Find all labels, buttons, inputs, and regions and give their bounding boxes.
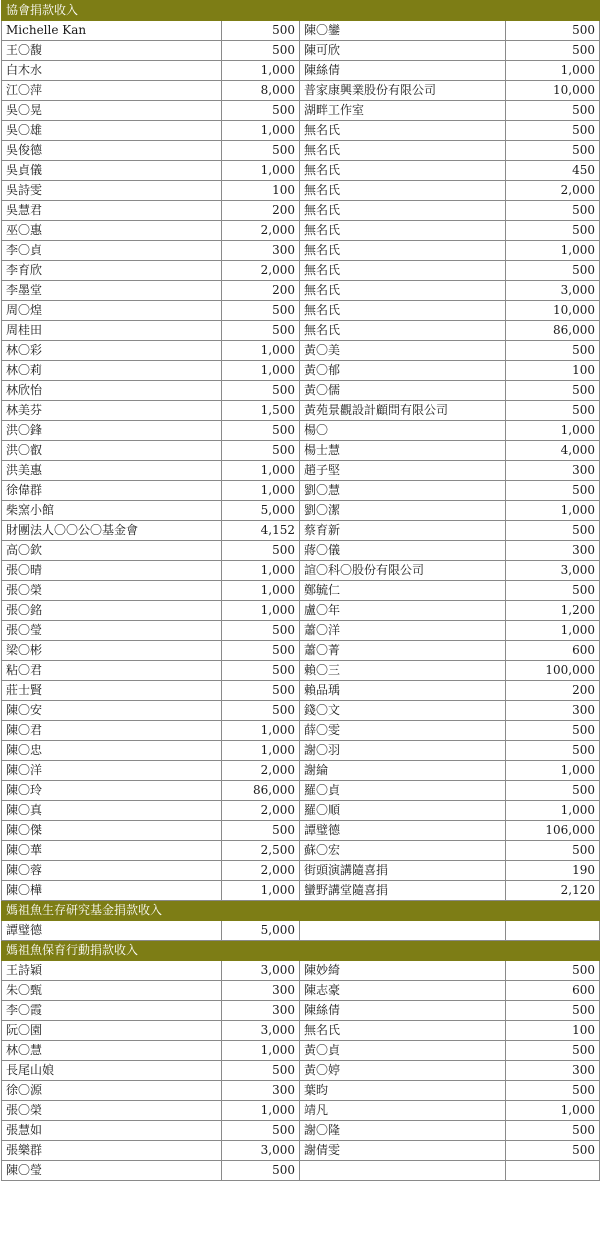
donor-name-right: 蔡育新	[300, 521, 506, 541]
donor-name-left: 王〇馥	[2, 41, 222, 61]
amount-right: 500	[506, 121, 600, 141]
donor-name-left: 李墨堂	[2, 281, 222, 301]
amount-right: 500	[506, 1081, 600, 1101]
donor-row	[2, 21, 600, 41]
donor-name-left: 陳〇忠	[2, 741, 222, 761]
donor-name-right: 薛〇雯	[300, 721, 506, 741]
donor-name-left: 林美芬	[2, 401, 222, 421]
amount-left: 1,000	[222, 881, 300, 901]
donor-name-left: 李〇貞	[2, 241, 222, 261]
donor-name-left: 長尾山娘	[2, 1061, 222, 1081]
donor-name-right: 劉〇慧	[300, 481, 506, 501]
donor-name-left: 陳〇傑	[2, 821, 222, 841]
amount-left: 500	[222, 1061, 300, 1081]
donor-row	[2, 141, 600, 161]
donor-row	[2, 961, 600, 981]
donor-row	[2, 361, 600, 381]
amount-right: 500	[506, 521, 600, 541]
donor-row	[2, 381, 600, 401]
donor-row	[2, 641, 600, 661]
amount-left: 500	[222, 661, 300, 681]
donor-name-left: 張慧如	[2, 1121, 222, 1141]
donor-name-right	[300, 921, 506, 941]
donor-name-right: 陳絲倩	[300, 61, 506, 81]
donor-name-right: 賴品瑀	[300, 681, 506, 701]
amount-left: 200	[222, 201, 300, 221]
donor-name-right: 陳〇鑾	[300, 21, 506, 41]
donor-name-right: 謝倩雯	[300, 1141, 506, 1161]
amount-right: 1,200	[506, 601, 600, 621]
amount-right: 450	[506, 161, 600, 181]
amount-right: 500	[506, 781, 600, 801]
amount-right: 86,000	[506, 321, 600, 341]
amount-left: 2,000	[222, 761, 300, 781]
donor-name-left: 高〇欽	[2, 541, 222, 561]
donor-row	[2, 761, 600, 781]
donor-name-right: 譚璧德	[300, 821, 506, 841]
amount-right: 1,000	[506, 61, 600, 81]
amount-right: 500	[506, 221, 600, 241]
amount-left: 1,000	[222, 561, 300, 581]
donor-name-right: 黃苑景觀設計顧問有限公司	[300, 401, 506, 421]
donor-name-right: 靖凡	[300, 1101, 506, 1121]
donor-name-left: 周〇煌	[2, 301, 222, 321]
donor-name-left: 張〇晴	[2, 561, 222, 581]
donor-name-left: 洪〇鋒	[2, 421, 222, 441]
donor-name-left: 李育欣	[2, 261, 222, 281]
donor-name-right: 街頭演講隨喜捐	[300, 861, 506, 881]
amount-left: 300	[222, 1081, 300, 1101]
amount-left: 500	[222, 1161, 300, 1181]
donor-row	[2, 241, 600, 261]
donor-row	[2, 481, 600, 501]
donor-name-right: 無名氏	[300, 241, 506, 261]
donor-name-right: 陳志豪	[300, 981, 506, 1001]
donor-name-left: 張〇榮	[2, 1101, 222, 1121]
section-header-row	[2, 941, 600, 961]
section-title: 媽祖魚保育行動捐款收入	[2, 941, 600, 961]
donor-name-right: 葉昀	[300, 1081, 506, 1101]
donor-row	[2, 881, 600, 901]
donor-name-left: 吳慧君	[2, 201, 222, 221]
amount-left: 1,000	[222, 481, 300, 501]
donor-name-right	[300, 1161, 506, 1181]
donor-name-left: 朱〇甄	[2, 981, 222, 1001]
amount-left: 1,000	[222, 121, 300, 141]
amount-right: 1,000	[506, 801, 600, 821]
donor-name-right: 錢〇文	[300, 701, 506, 721]
amount-left: 2,500	[222, 841, 300, 861]
amount-left: 100	[222, 181, 300, 201]
donor-name-right: 蘇〇宏	[300, 841, 506, 861]
amount-right: 500	[506, 341, 600, 361]
donor-name-right: 無名氏	[300, 321, 506, 341]
amount-right	[506, 921, 600, 941]
donor-row	[2, 261, 600, 281]
amount-left: 4,152	[222, 521, 300, 541]
donor-name-right: 無名氏	[300, 181, 506, 201]
donor-name-right: 無名氏	[300, 301, 506, 321]
donor-row	[2, 721, 600, 741]
amount-right: 500	[506, 261, 600, 281]
donor-name-left: 張樂群	[2, 1141, 222, 1161]
donor-row	[2, 181, 600, 201]
amount-right: 500	[506, 101, 600, 121]
amount-left: 1,000	[222, 581, 300, 601]
amount-left: 500	[222, 21, 300, 41]
amount-left: 3,000	[222, 961, 300, 981]
donor-name-left: 周桂田	[2, 321, 222, 341]
amount-right: 500	[506, 141, 600, 161]
donor-name-left: 陳〇蓉	[2, 861, 222, 881]
donor-name-right: 謝綸	[300, 761, 506, 781]
amount-left: 2,000	[222, 861, 300, 881]
amount-right: 300	[506, 541, 600, 561]
donor-name-left: 林欣怡	[2, 381, 222, 401]
amount-right: 300	[506, 701, 600, 721]
amount-left: 300	[222, 1001, 300, 1021]
donor-name-left: Michelle Kan	[2, 21, 222, 41]
donor-name-left: 梁〇彬	[2, 641, 222, 661]
amount-right: 300	[506, 1061, 600, 1081]
amount-left: 2,000	[222, 801, 300, 821]
donor-row	[2, 521, 600, 541]
donor-row	[2, 981, 600, 1001]
donor-name-right: 蕭〇洋	[300, 621, 506, 641]
amount-left: 300	[222, 241, 300, 261]
amount-right: 300	[506, 461, 600, 481]
donor-row	[2, 701, 600, 721]
donor-name-left: 吳〇晃	[2, 101, 222, 121]
donor-name-left: 林〇彩	[2, 341, 222, 361]
donor-name-right: 趙子堅	[300, 461, 506, 481]
donor-row	[2, 621, 600, 641]
donor-row	[2, 341, 600, 361]
amount-left: 500	[222, 441, 300, 461]
amount-left: 86,000	[222, 781, 300, 801]
donor-name-left: 柴窯小館	[2, 501, 222, 521]
amount-right: 4,000	[506, 441, 600, 461]
donor-row	[2, 581, 600, 601]
donor-name-left: 阮〇園	[2, 1021, 222, 1041]
donor-name-left: 陳〇君	[2, 721, 222, 741]
amount-right: 1,000	[506, 421, 600, 441]
section-header-row	[2, 901, 600, 921]
amount-left: 5,000	[222, 921, 300, 941]
amount-left: 500	[222, 1121, 300, 1141]
amount-right: 1,000	[506, 241, 600, 261]
donor-name-left: 莊士賢	[2, 681, 222, 701]
donor-name-right: 羅〇順	[300, 801, 506, 821]
amount-right: 10,000	[506, 81, 600, 101]
donor-name-left: 江〇萍	[2, 81, 222, 101]
donor-row	[2, 1121, 600, 1141]
amount-left: 1,000	[222, 1041, 300, 1061]
amount-left: 1,000	[222, 1101, 300, 1121]
donor-name-left: 吳〇雄	[2, 121, 222, 141]
amount-right: 500	[506, 41, 600, 61]
donor-row	[2, 1061, 600, 1081]
donor-row	[2, 1101, 600, 1121]
amount-left: 500	[222, 41, 300, 61]
donor-name-right: 無名氏	[300, 261, 506, 281]
donor-name-left: 王詩穎	[2, 961, 222, 981]
amount-left: 500	[222, 541, 300, 561]
donor-row	[2, 1001, 600, 1021]
amount-left: 1,000	[222, 601, 300, 621]
donor-name-right: 鄭毓仁	[300, 581, 506, 601]
amount-left: 500	[222, 381, 300, 401]
donor-row	[2, 841, 600, 861]
donor-row	[2, 41, 600, 61]
donor-row	[2, 281, 600, 301]
donor-name-right: 普家康興業股份有限公司	[300, 81, 506, 101]
donor-name-left: 陳〇華	[2, 841, 222, 861]
donor-name-right: 黃〇貞	[300, 1041, 506, 1061]
amount-right: 500	[506, 21, 600, 41]
donor-name-left: 陳〇樺	[2, 881, 222, 901]
amount-right: 500	[506, 1121, 600, 1141]
donor-name-right: 陳妙綺	[300, 961, 506, 981]
donor-name-right: 諠〇科〇股份有限公司	[300, 561, 506, 581]
donor-name-right: 黃〇郁	[300, 361, 506, 381]
donor-name-right: 賴〇三	[300, 661, 506, 681]
donor-row	[2, 1081, 600, 1101]
donor-name-left: 吳貞儀	[2, 161, 222, 181]
amount-right: 10,000	[506, 301, 600, 321]
donor-name-right: 蕭〇菁	[300, 641, 506, 661]
amount-right: 100,000	[506, 661, 600, 681]
donor-name-left: 吳詩雯	[2, 181, 222, 201]
amount-right: 500	[506, 1041, 600, 1061]
amount-right: 3,000	[506, 281, 600, 301]
donor-row	[2, 501, 600, 521]
amount-right: 500	[506, 481, 600, 501]
amount-right: 500	[506, 401, 600, 421]
section-title: 媽祖魚生存研究基金捐款收入	[2, 901, 600, 921]
donor-name-right: 陳絲倩	[300, 1001, 506, 1021]
donor-name-right: 盧〇年	[300, 601, 506, 621]
donor-row	[2, 601, 600, 621]
donor-name-left: 林〇莉	[2, 361, 222, 381]
donor-name-right: 蔣〇儀	[300, 541, 506, 561]
donor-name-right: 無名氏	[300, 121, 506, 141]
donor-row	[2, 221, 600, 241]
donor-row	[2, 541, 600, 561]
donor-row	[2, 1021, 600, 1041]
donor-row	[2, 421, 600, 441]
amount-right	[506, 1161, 600, 1181]
donor-name-left: 李〇霞	[2, 1001, 222, 1021]
amount-right: 2,000	[506, 181, 600, 201]
amount-right: 1,000	[506, 761, 600, 781]
amount-left: 2,000	[222, 221, 300, 241]
donor-name-right: 黃〇婷	[300, 1061, 506, 1081]
donor-name-right: 無名氏	[300, 141, 506, 161]
donor-row	[2, 461, 600, 481]
donor-row	[2, 861, 600, 881]
amount-right: 3,000	[506, 561, 600, 581]
donor-name-left: 洪美惠	[2, 461, 222, 481]
amount-right: 500	[506, 381, 600, 401]
section-title: 協會捐款收入	[2, 1, 600, 21]
donor-name-right: 謝〇羽	[300, 741, 506, 761]
amount-left: 500	[222, 681, 300, 701]
donor-name-left: 陳〇瑩	[2, 1161, 222, 1181]
donor-row	[2, 201, 600, 221]
donor-row	[2, 121, 600, 141]
amount-right: 500	[506, 201, 600, 221]
amount-right: 100	[506, 1021, 600, 1041]
donor-name-left: 徐〇源	[2, 1081, 222, 1101]
donor-name-right: 黃〇儒	[300, 381, 506, 401]
donor-row	[2, 741, 600, 761]
donor-name-left: 張〇榮	[2, 581, 222, 601]
amount-left: 1,000	[222, 741, 300, 761]
section-header-row	[2, 1, 600, 21]
donor-name-right: 黃〇美	[300, 341, 506, 361]
donor-row	[2, 1041, 600, 1061]
amount-left: 1,000	[222, 341, 300, 361]
donor-row	[2, 161, 600, 181]
donor-row	[2, 61, 600, 81]
donor-name-left: 譚璧德	[2, 921, 222, 941]
amount-left: 1,000	[222, 61, 300, 81]
donor-name-right: 無名氏	[300, 221, 506, 241]
donor-name-right: 謝〇隆	[300, 1121, 506, 1141]
donor-name-right: 楊士慧	[300, 441, 506, 461]
donor-name-right: 無名氏	[300, 1021, 506, 1041]
amount-left: 500	[222, 701, 300, 721]
amount-left: 500	[222, 641, 300, 661]
amount-left: 500	[222, 321, 300, 341]
donor-name-left: 財團法人〇〇公〇基金會	[2, 521, 222, 541]
amount-right: 1,000	[506, 621, 600, 641]
donor-row	[2, 1161, 600, 1181]
donor-row	[2, 101, 600, 121]
amount-right: 500	[506, 581, 600, 601]
donor-name-left: 白木水	[2, 61, 222, 81]
donor-row	[2, 401, 600, 421]
donation-table-body	[2, 1, 600, 1181]
donor-name-left: 陳〇玲	[2, 781, 222, 801]
donor-name-left: 張〇瑩	[2, 621, 222, 641]
donor-name-left: 徐偉群	[2, 481, 222, 501]
donor-row	[2, 781, 600, 801]
donor-name-left: 巫〇惠	[2, 221, 222, 241]
donor-name-right: 湖畔工作室	[300, 101, 506, 121]
amount-right: 190	[506, 861, 600, 881]
donor-row	[2, 1141, 600, 1161]
amount-left: 500	[222, 421, 300, 441]
amount-right: 2,120	[506, 881, 600, 901]
amount-right: 600	[506, 981, 600, 1001]
amount-right: 200	[506, 681, 600, 701]
amount-right: 500	[506, 1141, 600, 1161]
donor-name-left: 陳〇真	[2, 801, 222, 821]
amount-left: 1,000	[222, 461, 300, 481]
donor-name-left: 林〇慧	[2, 1041, 222, 1061]
donor-name-right: 無名氏	[300, 281, 506, 301]
amount-left: 1,500	[222, 401, 300, 421]
amount-right: 500	[506, 741, 600, 761]
amount-left: 500	[222, 621, 300, 641]
donor-row	[2, 561, 600, 581]
amount-left: 2,000	[222, 261, 300, 281]
donor-name-left: 洪〇叡	[2, 441, 222, 461]
donor-row	[2, 921, 600, 941]
amount-left: 1,000	[222, 721, 300, 741]
amount-right: 106,000	[506, 821, 600, 841]
donor-name-left: 陳〇安	[2, 701, 222, 721]
amount-right: 1,000	[506, 1101, 600, 1121]
donor-row	[2, 81, 600, 101]
donor-row	[2, 301, 600, 321]
donor-name-left: 吳俊德	[2, 141, 222, 161]
donor-name-left: 陳〇洋	[2, 761, 222, 781]
donor-name-left: 張〇銘	[2, 601, 222, 621]
donor-name-right: 無名氏	[300, 161, 506, 181]
donor-row	[2, 801, 600, 821]
amount-right: 100	[506, 361, 600, 381]
donor-name-right: 羅〇貞	[300, 781, 506, 801]
amount-left: 500	[222, 101, 300, 121]
amount-right: 500	[506, 961, 600, 981]
amount-left: 500	[222, 141, 300, 161]
donation-table	[1, 0, 600, 1181]
donor-row	[2, 321, 600, 341]
amount-right: 500	[506, 1001, 600, 1021]
donor-name-right: 陳可欣	[300, 41, 506, 61]
donor-row	[2, 661, 600, 681]
amount-left: 1,000	[222, 161, 300, 181]
donor-name-right: 楊〇	[300, 421, 506, 441]
amount-left: 3,000	[222, 1021, 300, 1041]
donor-name-right: 蠻野講堂隨喜捐	[300, 881, 506, 901]
amount-right: 600	[506, 641, 600, 661]
donor-name-right: 無名氏	[300, 201, 506, 221]
amount-left: 3,000	[222, 1141, 300, 1161]
donor-row	[2, 681, 600, 701]
donor-row	[2, 821, 600, 841]
amount-left: 500	[222, 301, 300, 321]
amount-left: 5,000	[222, 501, 300, 521]
amount-left: 1,000	[222, 361, 300, 381]
amount-right: 1,000	[506, 501, 600, 521]
amount-left: 8,000	[222, 81, 300, 101]
amount-right: 500	[506, 841, 600, 861]
donor-name-right: 劉〇潔	[300, 501, 506, 521]
amount-left: 200	[222, 281, 300, 301]
amount-left: 500	[222, 821, 300, 841]
amount-left: 300	[222, 981, 300, 1001]
donor-name-left: 粘〇君	[2, 661, 222, 681]
amount-right: 500	[506, 721, 600, 741]
donor-row	[2, 441, 600, 461]
